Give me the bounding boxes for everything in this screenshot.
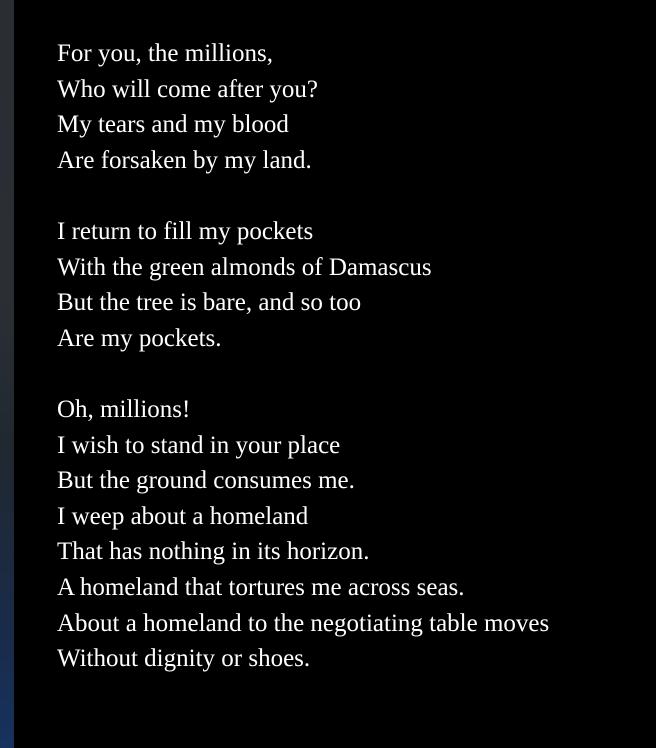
poem-line: But the ground consumes me. bbox=[57, 467, 355, 495]
poem-line: Without dignity or shoes. bbox=[57, 645, 311, 673]
poem-text bbox=[57, 36, 647, 677]
stanza-2 bbox=[57, 214, 647, 356]
poem-line: Are forsaken by my land. bbox=[57, 146, 312, 174]
poem-line: That has nothing in its horizon. bbox=[57, 538, 370, 566]
poem-line: Oh, millions! bbox=[57, 395, 191, 423]
poem-line: About a homeland to the negotiating table moves bbox=[57, 609, 550, 637]
poem-line: But the tree is bare, and so too bbox=[57, 289, 362, 317]
poem-line: I weep about a homeland bbox=[57, 502, 309, 530]
window-edge bbox=[0, 0, 14, 748]
poem-line: I return to fill my pockets bbox=[57, 217, 314, 245]
stanza-1 bbox=[57, 36, 647, 178]
poem-line: Are my pockets. bbox=[57, 324, 222, 352]
poem-line: With the green almonds of Damascus bbox=[57, 253, 432, 281]
poem-line: A homeland that tortures me across seas. bbox=[57, 573, 465, 601]
poem-line: My tears and my blood bbox=[57, 111, 289, 139]
poem-line: For you, the millions, bbox=[57, 40, 273, 67]
stanza-3 bbox=[57, 392, 647, 677]
poem-line: Who will come after you? bbox=[57, 75, 319, 103]
poem-line: I wish to stand in your place bbox=[57, 431, 341, 459]
